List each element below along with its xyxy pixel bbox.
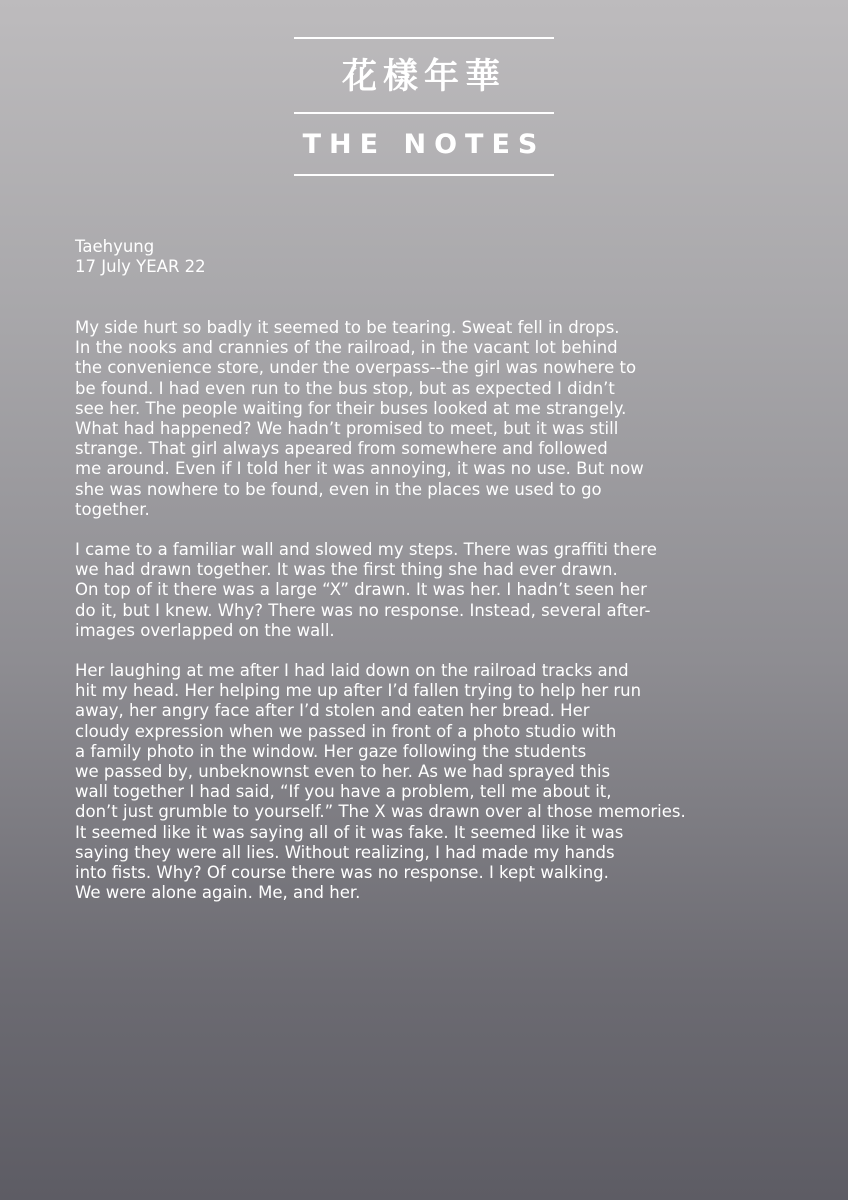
paragraph-line: cloudy expression when we passed in front of a photo studio with [75, 721, 617, 741]
paragraph-line: see her. The people waiting for their buses looked at me strangely. [75, 398, 627, 418]
paragraph-line: away, her angry face after I’d stolen and eaten her bread. Her [75, 701, 590, 721]
paragraph-line: wall together I had said, “If you have a problem, tell me about it, [75, 782, 612, 802]
paragraph-line: My side hurt so badly it seemed to be tearing. Sweat fell in drops. [75, 318, 620, 337]
note-body [75, 318, 795, 923]
paragraph-line: We were alone again. Me, and her. [75, 883, 361, 903]
note-paragraph [75, 661, 795, 903]
note-paragraph [75, 540, 795, 641]
page-title: 花樣年華 [341, 57, 506, 97]
note-meta [75, 237, 206, 277]
header-middle-rule [294, 112, 554, 114]
paragraph-line: images overlapped on the wall. [75, 620, 335, 640]
paragraph-line: we passed by, unbeknownst even to her. As we had sprayed this [75, 762, 611, 782]
paragraph-line: me around. Even if I told her it was annoying, it was no use. But now [75, 459, 644, 479]
paragraph-line: don’t just grumble to yourself.” The X was drawn over al those memories. [75, 802, 686, 822]
header-top-rule [294, 37, 554, 39]
paragraph-line: On top of it there was a large “X” drawn. It was her. I hadn’t seen her [75, 580, 647, 600]
paragraph-line: saying they were all lies. Without realizing, I had made my hands [75, 842, 615, 862]
paragraph-line: Her laughing at me after I had laid down on the railroad tracks and [75, 661, 629, 681]
paragraph-line: What had happened? We hadn’t promised to meet, but it was still [75, 419, 619, 439]
paragraph-line: do it, but I knew. Why? There was no response. Instead, several after- [75, 600, 651, 620]
paragraph-line: hit my head. Her helping me up after I’d fallen trying to help her run [75, 681, 642, 701]
paragraph-line: In the nooks and crannies of the railroad, in the vacant lot behind [75, 338, 618, 358]
note-author: Taehyung [75, 237, 155, 256]
paragraph-line: the convenience store, under the overpass--the girl was nowhere to [75, 358, 637, 378]
paragraph-line: we had drawn together. It was the first thing she had ever drawn. [75, 560, 618, 580]
note-date: 17 July YEAR 22 [75, 257, 206, 276]
paragraph-line: I came to a familiar wall and slowed my steps. There was graffiti there [75, 540, 657, 560]
paragraph-line: be found. I had even run to the bus stop, but as expected I didn’t [75, 378, 615, 398]
paragraph-line: It seemed like it was saying all of it was fake. It seemed like it was [75, 822, 624, 842]
paragraph-line: into fists. Why? Of course there was no response. I kept walking. [75, 863, 609, 883]
header-bottom-rule [294, 174, 554, 176]
paragraph-line: a family photo in the window. Her gaze following the students [75, 741, 587, 761]
paragraph-line: strange. That girl always apeared from somewhere and followed [75, 439, 608, 459]
note-paragraph [75, 318, 795, 520]
paragraph-line: together. [75, 499, 150, 519]
page-subtitle: THE NOTES [302, 129, 546, 160]
paragraph-line: she was nowhere to be found, even in the places we used to go [75, 479, 602, 499]
